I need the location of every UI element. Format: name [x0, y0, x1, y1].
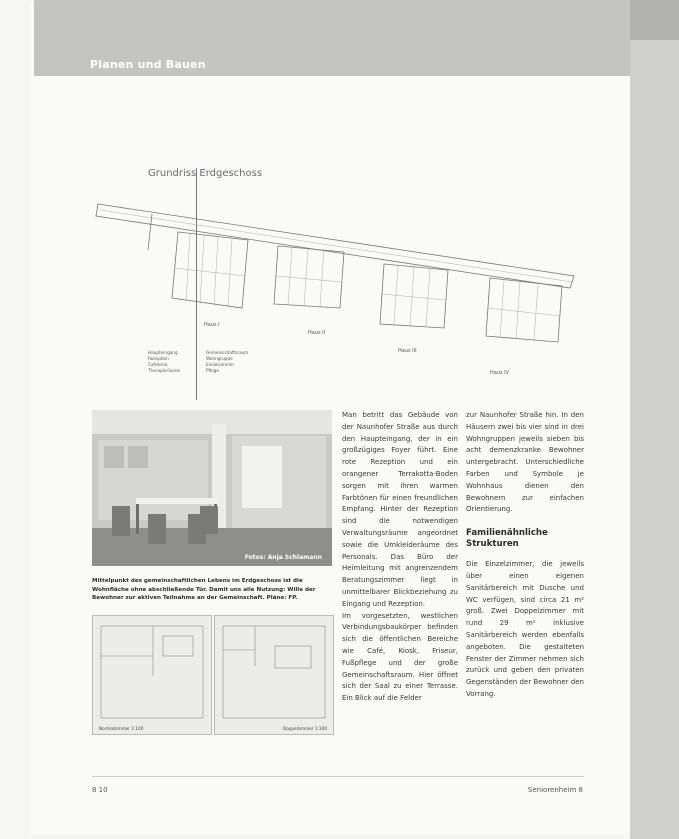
- magazine-name: Seniorenheim 8: [527, 786, 583, 794]
- room-plan-label: Doppelzimmer 1:100: [282, 726, 327, 731]
- article-column-1: [342, 410, 458, 705]
- photo-credit: Fotos: Anja Schlamann: [244, 554, 322, 561]
- plan-legend-right: Gemeinschaftsraum Wohngruppe Einzelzimmer Pflege: [206, 350, 249, 373]
- room-plan-single: [92, 615, 212, 735]
- room-plan-label: Normalzimmer 1:100: [99, 726, 144, 731]
- house-label: Haus IV: [490, 370, 510, 376]
- house-label: Haus II: [308, 330, 326, 336]
- paragraph: Im vorgesetzten, westlichen Verbindungsbaukörper befinden sich die öffentlichen Bereiche wie Café, Kiosk, Friseur, Fußpflege und der große Gemeinschaftsraum. Hier öffnet sich der Saal zu einer Terrasse. Ein Blick auf die Felder: [342, 611, 458, 703]
- floor-plan-title: Grundriss Erdgeschoss: [148, 168, 263, 179]
- photo-caption: Mittelpunkt des gemeinschaftlichen Lebens im Erdgeschoss ist die Wohnfläche ohne abschließende Tür. Damit uns alle Nutzung: Wille der Bewohner zur aktiven Teilnahme an der Gemeinschaft. Pläne: FP.: [92, 578, 316, 601]
- house-label: Haus I: [204, 322, 220, 328]
- paragraph: zur Naunhofer Straße hin. In den Häusern zwei bis vier sind in drei Wohngruppen jeweils sieben bis acht demenzkranke Bewohner untergebracht. Unterschiedliche Farben und Symbole je Wohnhaus dienen den Bewohnern zur einfachen Orientierung.: [466, 411, 584, 514]
- page-spine: [630, 0, 679, 839]
- paragraph: Die Einzelzimmer, die jeweils über einen eigenen Sanitärbereich mit Dusche und WC verfügen, sind circa 21 m² groß. Zwei Doppelzimmer mit rund 29 m² inklusive Sanitärbereich werden ebenfalls angeboten. Die gestalteten Fenster der Zimmer nehmen sich zurück und geben den privaten Gegenständen der Bewohner den Vorrang.: [466, 560, 584, 698]
- article-column-2: [466, 410, 584, 701]
- plan-legend-left: Haupteingang Rezeption Cafeteria Therapieräume: [148, 350, 181, 373]
- footer-rule: [92, 776, 584, 777]
- subheading: Familienähnliche Strukturen: [466, 528, 548, 550]
- page-number: 8 10: [92, 786, 108, 794]
- paragraph: Man betritt das Gebäude von der Naunhofer Straße aus durch den Haupteingang, der in ein großzügiges Foyer führt. Eine rote Rezeption und ein orangener Terrakotta-Boden sorgen mit ihren warmen Farbtönen für einen freundlichen Empfang. Hinter der Rezeption sind die notwendigen Verwaltungsräume angeordnet sowie die Umkleideräume des Personals. Das Büro der Heimleitung mit angrenzendem Beratungszimmer liegt in unmittelbarer Blickbeziehung zu Eingang und Rezeption.: [342, 411, 458, 608]
- room-plan-double: [214, 615, 334, 735]
- house-label: Haus III: [398, 348, 417, 354]
- interior-photo: [92, 410, 332, 566]
- section-title: Planen und Bauen: [90, 58, 206, 71]
